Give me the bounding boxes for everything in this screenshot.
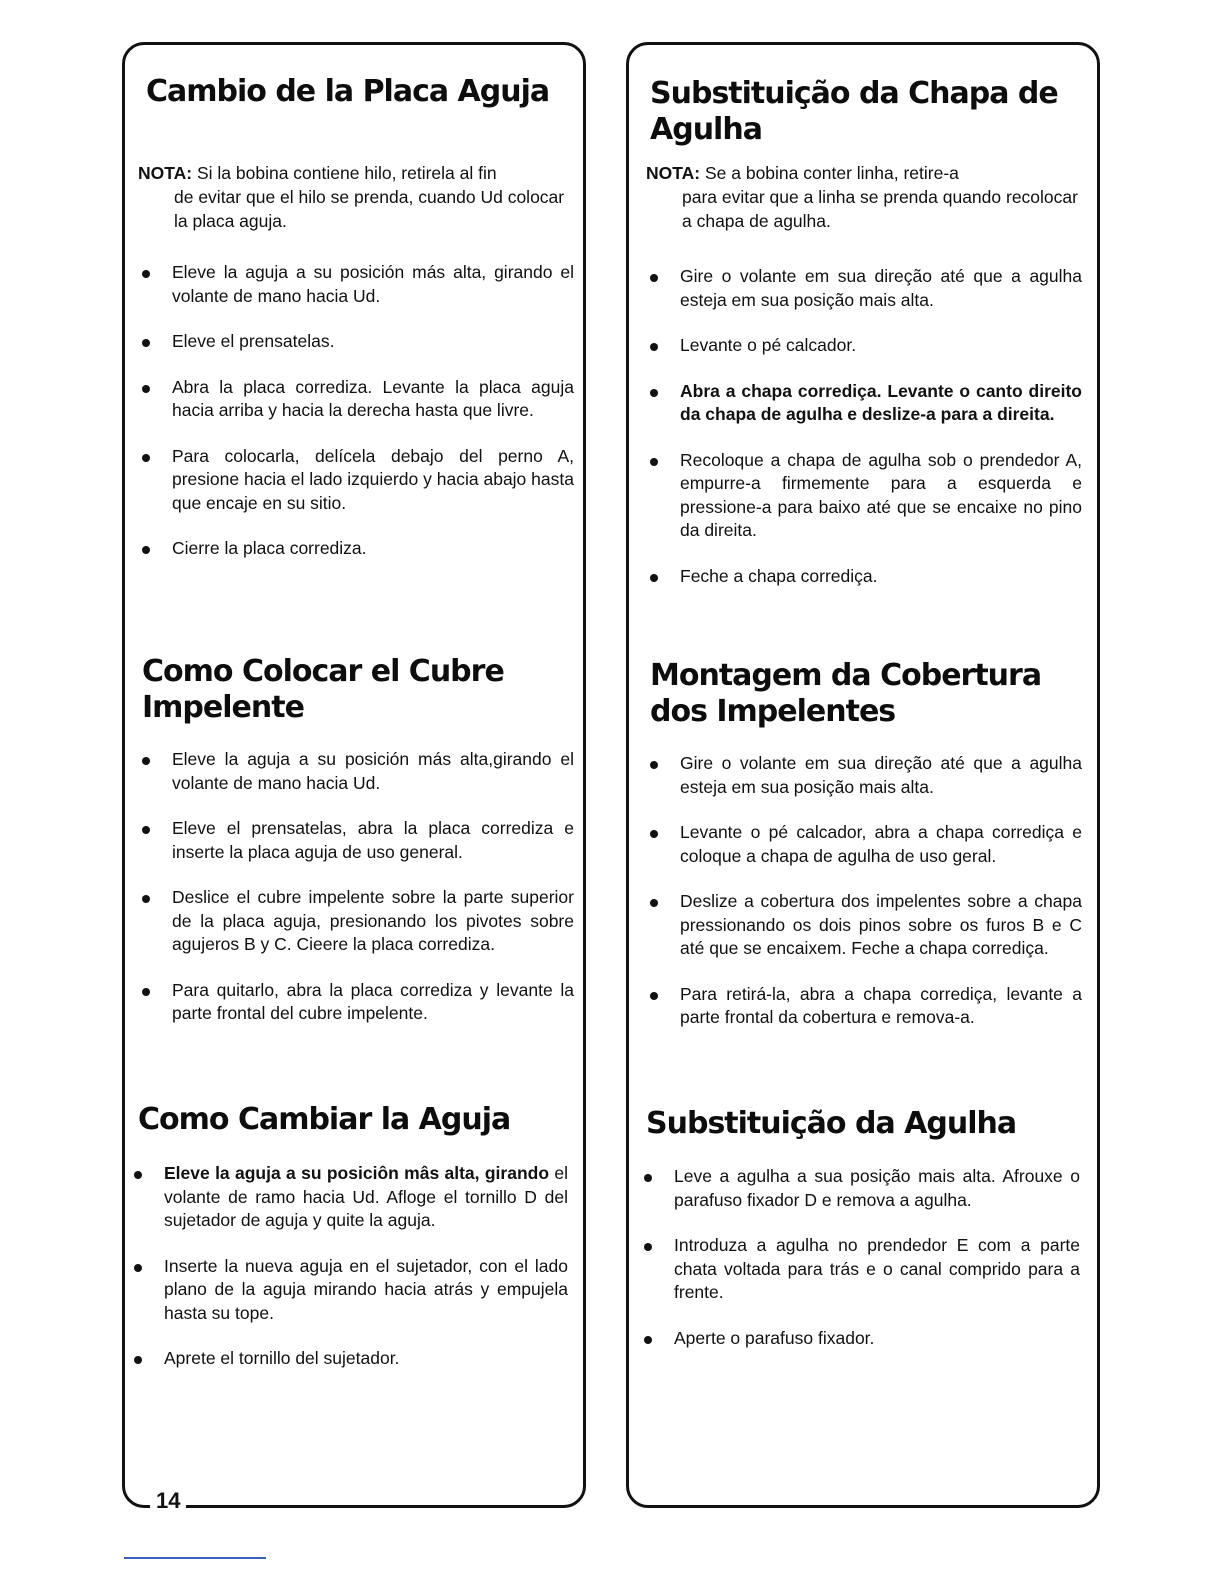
list-item: Aperte o parafuso fixador. [640,1327,1080,1351]
list-item: Feche a chapa corrediça. [646,565,1082,589]
list-item: Abra a chapa corrediça. Levante o canto direito da chapa de agulha e deslize-a para a direita. [646,380,1082,427]
list-item: Eleve la aguja a su posición más alta,girando el volante de mano hacia Ud. [138,748,574,795]
section-title-substituicao-chapa [650,76,1070,148]
list-item: Para colocarla, delícela debajo del perno A, presione hacia el lado izquierdo y hacia abajo hasta que encaje en su sitio. [138,445,574,516]
heading: Como Cambiar la Aguja [138,1102,511,1137]
heading: Substituição da Chapa de Agulha [650,76,1058,147]
note-pt [646,161,1082,233]
list-item-bold-text: Eleve la aguja a su posiciôn mâs alta, girando [164,1163,550,1183]
note-label: NOTA: [646,163,701,183]
list-item: Deslice el cubre impelente sobre la parte superior de la placa aguja, presionando los pivotes sobre agujeros B y C. Cieere la placa corrediza. [138,886,574,957]
note-first-line: Se a bobina conter linha, retire-a [704,163,959,183]
note-rest: para evitar que a linha se prenda quando recolocar a chapa de agulha. [682,187,1078,231]
bullet-list-es-2 [138,748,574,1026]
note-first-line: Si la bobina contiene hilo, retirela al fin [196,163,497,183]
bullet-list-pt-2 [646,752,1082,1030]
list-item: Eleve el prensatelas, abra la placa corrediza e inserte la placa aguja de uso general. [138,817,574,864]
list-item: Eleve el prensatelas. [138,330,574,354]
heading: Cambio de la Placa Aguja [146,74,550,109]
note-rest: de evitar que el hilo se prenda, cuando Ud colocar la placa aguja. [174,187,565,231]
section-title-cambiar-aguja [138,1102,558,1138]
list-item: Eleve la aguja a su posición más alta, girando el volante de mano hacia Ud. [138,261,574,308]
list-item: Abra la placa corrediza. Levante la placa aguja hacia arriba y hacia la derecha hasta que livre. [138,376,574,423]
section-title-cubre-impelente [142,654,562,726]
note-label: NOTA: [138,163,193,183]
footer-rule [124,1557,266,1559]
bullet-list-es-1 [138,261,574,561]
heading: Como Colocar el Cubre Impelente [142,654,504,725]
list-item: Para retirá-la, abra a chapa corrediça, levante a parte frontal da cobertura e remova-a. [646,983,1082,1030]
heading: Substituição da Agulha [646,1106,1017,1141]
list-item: Levante o pé calcador, abra a chapa corrediça e coloque a chapa de agulha de uso geral. [646,821,1082,868]
section-title-substituicao-agulha [646,1106,1076,1142]
list-item [130,1162,568,1233]
heading: Montagem da Cobertura dos Impelentes [650,658,1042,729]
list-item: Leve a agulha a sua posição mais alta. Afrouxe o parafuso fixador D e remova a agulha. [640,1165,1080,1212]
list-item: Gire o volante em sua direção até que a agulha esteja em sua posição mais alta. [646,265,1082,312]
list-item: Introduza a agulha no prendedor E com a parte chata voltada para trás e o canal comprido para a frente. [640,1234,1080,1305]
bullet-list-pt-1 [646,265,1082,588]
section-title-montagem-cobertura [650,658,1080,730]
list-item: Para quitarlo, abra la placa corrediza y levante la parte frontal del cubre impelente. [138,979,574,1026]
list-item-text: el volante de ramo hacia Ud. Afloge el tornillo D del sujetador de aguja y quite la aguja. [164,1163,569,1230]
note-es [138,161,578,233]
page-number: 14 [150,1488,186,1514]
list-item: Aprete el tornillo del sujetador. [130,1347,568,1371]
list-item: Levante o pé calcador. [646,334,1082,358]
list-item: Deslize a cobertura dos impelentes sobre a chapa pressionando os dois pinos sobre os furos B e C até que se encaixem. Feche a chapa corrediça. [646,890,1082,961]
list-item: Cierre la placa corrediza. [138,537,574,561]
list-item: Inserte la nueva aguja en el sujetador, con el lado plano de la aguja mirando hacia atrás y empujela hasta su tope. [130,1255,568,1326]
list-item: Gire o volante em sua direção até que a agulha esteja em sua posição mais alta. [646,752,1082,799]
section-title-cambio-placa [146,74,566,110]
bullet-list-pt-3 [640,1165,1080,1350]
list-item: Recoloque a chapa de agulha sob o prendedor A, empurre-a firmemente para a esquerda e pressione-a para baixo até que se encaixe no pino da direita. [646,449,1082,543]
bullet-list-es-3 [130,1162,568,1371]
